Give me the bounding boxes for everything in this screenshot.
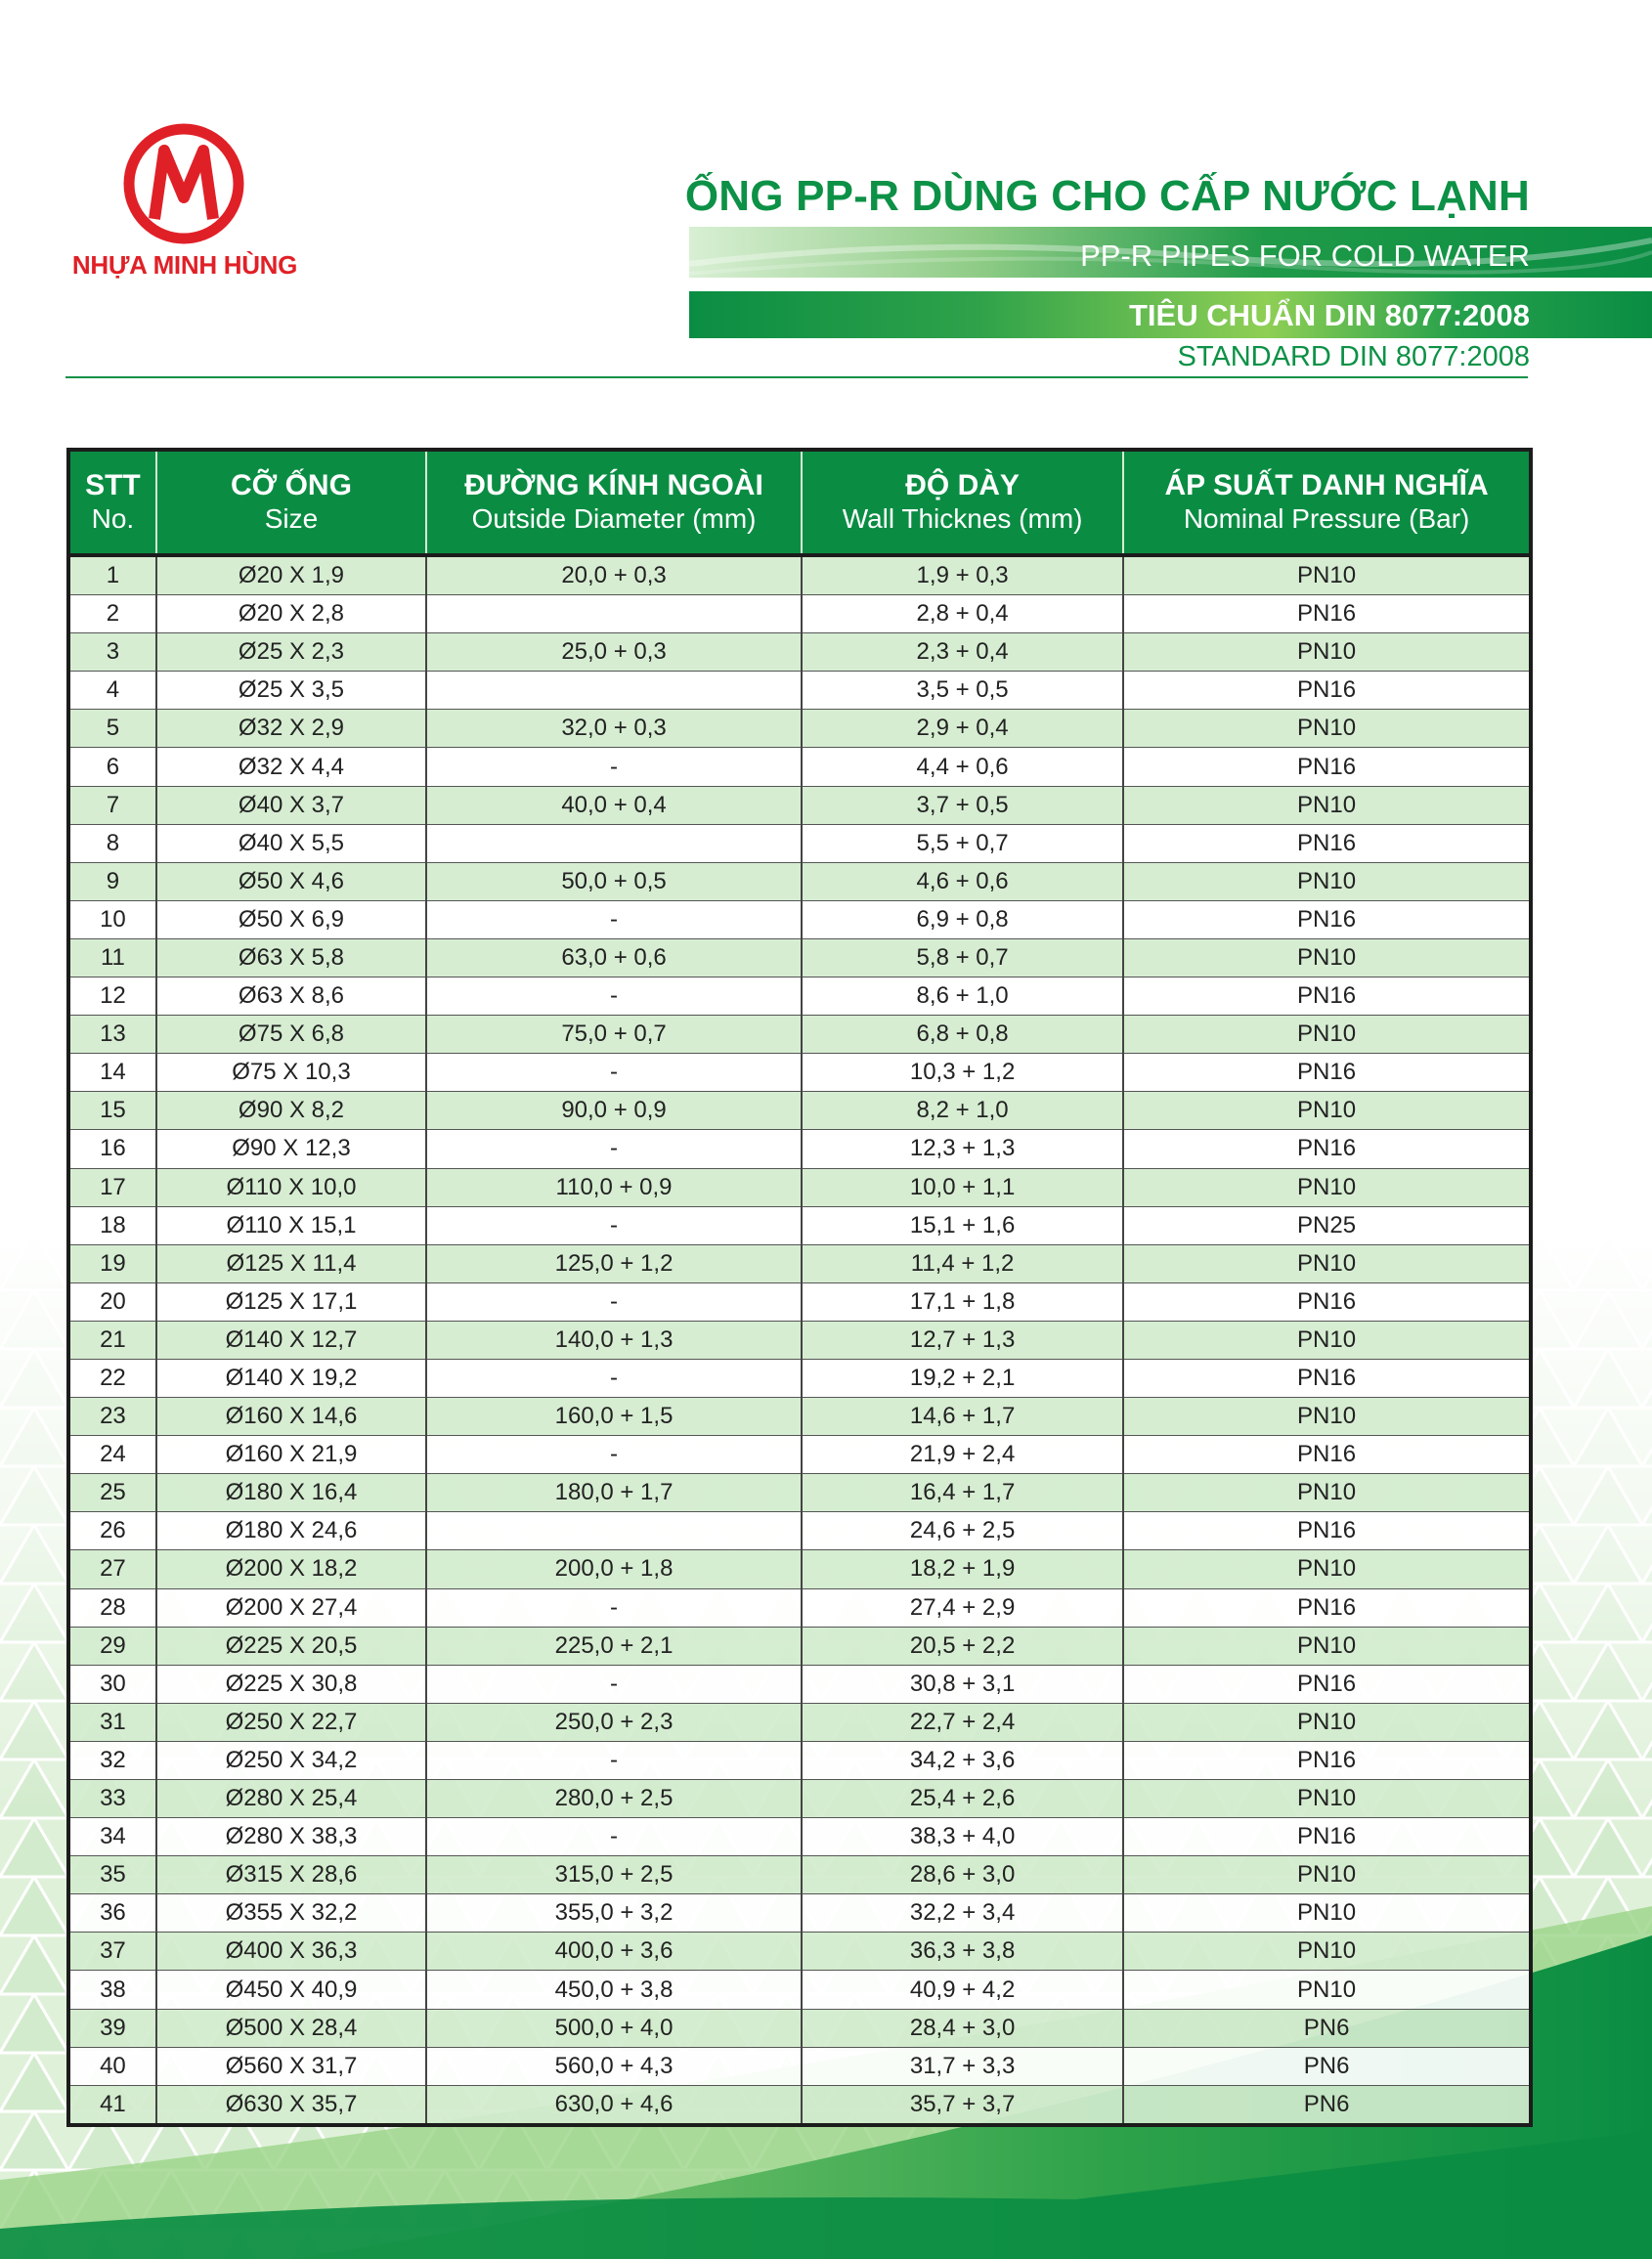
cell-outside-diameter: 500,0 + 4,0 — [426, 2009, 802, 2047]
cell-nominal-pressure: PN16 — [1123, 748, 1531, 786]
cell-wall-thickness: 5,5 + 0,7 — [802, 824, 1123, 862]
cell-size: Ø140 X 12,7 — [156, 1321, 426, 1359]
cell-size: Ø25 X 3,5 — [156, 672, 426, 710]
cell-wall-thickness: 31,7 + 3,3 — [802, 2047, 1123, 2085]
cell-no: 1 — [68, 555, 156, 595]
cell-nominal-pressure: PN10 — [1123, 633, 1531, 672]
table-row — [68, 824, 1531, 862]
cell-wall-thickness: 6,8 + 0,8 — [802, 1016, 1123, 1054]
cell-size: Ø355 X 32,2 — [156, 1894, 426, 1933]
table-row — [68, 555, 1531, 595]
table-header-row — [68, 450, 1531, 555]
cell-size: Ø110 X 10,0 — [156, 1168, 426, 1206]
cell-no: 8 — [68, 824, 156, 862]
column-header-sublabel: Wall Thicknes (mm) — [842, 503, 1083, 534]
cell-wall-thickness: 2,8 + 0,4 — [802, 595, 1123, 633]
table-row — [68, 1359, 1531, 1397]
table-row — [68, 1588, 1531, 1627]
cell-outside-diameter: 125,0 + 1,2 — [426, 1244, 802, 1282]
cell-no: 23 — [68, 1398, 156, 1436]
cell-wall-thickness: 8,6 + 1,0 — [802, 977, 1123, 1016]
cell-nominal-pressure: PN16 — [1123, 1359, 1531, 1397]
cell-wall-thickness: 36,3 + 3,8 — [802, 1933, 1123, 1971]
cell-wall-thickness: 40,9 + 4,2 — [802, 1971, 1123, 2009]
cell-outside-diameter: 20,0 + 0,3 — [426, 555, 802, 595]
cell-outside-diameter: 90,0 + 0,9 — [426, 1092, 802, 1130]
table-row — [68, 1741, 1531, 1779]
cell-wall-thickness: 2,9 + 0,4 — [802, 710, 1123, 748]
cell-nominal-pressure: PN16 — [1123, 1130, 1531, 1168]
table-row — [68, 595, 1531, 633]
cell-wall-thickness: 25,4 + 2,6 — [802, 1780, 1123, 1818]
standard-label-en: STANDARD DIN 8077:2008 — [1177, 341, 1530, 372]
cell-no: 36 — [68, 1894, 156, 1933]
column-header-nominal-pressure — [1123, 450, 1531, 555]
table-row — [68, 1627, 1531, 1665]
cell-no: 28 — [68, 1588, 156, 1627]
table-row — [68, 1933, 1531, 1971]
brand-logo — [63, 121, 307, 287]
cell-wall-thickness: 11,4 + 1,2 — [802, 1244, 1123, 1282]
cell-no: 12 — [68, 977, 156, 1016]
cell-outside-diameter: - — [426, 1436, 802, 1474]
table-row — [68, 1016, 1531, 1054]
cell-no: 9 — [68, 862, 156, 900]
cell-no: 20 — [68, 1282, 156, 1321]
table-row — [68, 1971, 1531, 2009]
cell-size: Ø500 X 28,4 — [156, 2009, 426, 2047]
cell-wall-thickness: 2,3 + 0,4 — [802, 633, 1123, 672]
cell-outside-diameter — [426, 1512, 802, 1550]
cell-outside-diameter: 400,0 + 3,6 — [426, 1933, 802, 1971]
cell-nominal-pressure: PN16 — [1123, 672, 1531, 710]
cell-no: 11 — [68, 938, 156, 977]
cell-outside-diameter: 160,0 + 1,5 — [426, 1398, 802, 1436]
cell-size: Ø75 X 10,3 — [156, 1054, 426, 1092]
cell-wall-thickness: 21,9 + 2,4 — [802, 1436, 1123, 1474]
table-row — [68, 1398, 1531, 1436]
cell-no: 15 — [68, 1092, 156, 1130]
cell-nominal-pressure: PN16 — [1123, 595, 1531, 633]
cell-outside-diameter: 315,0 + 2,5 — [426, 1856, 802, 1894]
cell-wall-thickness: 34,2 + 3,6 — [802, 1741, 1123, 1779]
cell-wall-thickness: 14,6 + 1,7 — [802, 1398, 1123, 1436]
cell-wall-thickness: 16,4 + 1,7 — [802, 1474, 1123, 1512]
column-header-sublabel: Outside Diameter (mm) — [471, 503, 757, 534]
cell-wall-thickness: 4,4 + 0,6 — [802, 748, 1123, 786]
cell-size: Ø140 X 19,2 — [156, 1359, 426, 1397]
cell-size: Ø110 X 15,1 — [156, 1206, 426, 1244]
cell-outside-diameter: 630,0 + 4,6 — [426, 2085, 802, 2125]
cell-outside-diameter: 200,0 + 1,8 — [426, 1550, 802, 1588]
cell-wall-thickness: 27,4 + 2,9 — [802, 1588, 1123, 1627]
table-row — [68, 1436, 1531, 1474]
cell-outside-diameter: - — [426, 1206, 802, 1244]
cell-nominal-pressure: PN16 — [1123, 824, 1531, 862]
column-header-label: ĐƯỜNG KÍNH NGOÀI — [464, 469, 763, 501]
cell-size: Ø400 X 36,3 — [156, 1933, 426, 1971]
cell-outside-diameter: 250,0 + 2,3 — [426, 1703, 802, 1741]
cell-nominal-pressure: PN10 — [1123, 1244, 1531, 1282]
table-row — [68, 1512, 1531, 1550]
cell-size: Ø90 X 8,2 — [156, 1092, 426, 1130]
cell-no: 5 — [68, 710, 156, 748]
cell-nominal-pressure: PN16 — [1123, 1436, 1531, 1474]
cell-outside-diameter — [426, 595, 802, 633]
cell-size: Ø20 X 2,8 — [156, 595, 426, 633]
cell-outside-diameter: 180,0 + 1,7 — [426, 1474, 802, 1512]
cell-wall-thickness: 19,2 + 2,1 — [802, 1359, 1123, 1397]
cell-outside-diameter: - — [426, 1282, 802, 1321]
cell-outside-diameter: 25,0 + 0,3 — [426, 633, 802, 672]
cell-nominal-pressure: PN16 — [1123, 900, 1531, 938]
column-header-label: ĐỘ DÀY — [905, 469, 1020, 501]
cell-size: Ø180 X 24,6 — [156, 1512, 426, 1550]
table-row — [68, 1054, 1531, 1092]
cell-size: Ø250 X 22,7 — [156, 1703, 426, 1741]
cell-wall-thickness: 3,7 + 0,5 — [802, 786, 1123, 824]
column-header-sublabel: Size — [264, 503, 319, 534]
cell-size: Ø180 X 16,4 — [156, 1474, 426, 1512]
cell-outside-diameter: - — [426, 1588, 802, 1627]
column-header-label: STT — [85, 469, 141, 501]
standard-label-vn: TIÊU CHUẨN DIN 8077:2008 — [1128, 298, 1530, 332]
cell-size: Ø200 X 18,2 — [156, 1550, 426, 1588]
table-row — [68, 1474, 1531, 1512]
cell-nominal-pressure: PN16 — [1123, 1741, 1531, 1779]
cell-no: 37 — [68, 1933, 156, 1971]
cell-wall-thickness: 8,2 + 1,0 — [802, 1092, 1123, 1130]
cell-size: Ø90 X 12,3 — [156, 1130, 426, 1168]
table-row — [68, 1244, 1531, 1282]
column-header-sublabel: Nominal Pressure (Bar) — [1183, 503, 1470, 534]
cell-no: 14 — [68, 1054, 156, 1092]
cell-no: 10 — [68, 900, 156, 938]
table-row — [68, 1894, 1531, 1933]
cell-wall-thickness: 10,0 + 1,1 — [802, 1168, 1123, 1206]
cell-wall-thickness: 17,1 + 1,8 — [802, 1282, 1123, 1321]
pipe-spec-table — [66, 448, 1533, 2127]
table-row — [68, 1130, 1531, 1168]
cell-outside-diameter: 40,0 + 0,4 — [426, 786, 802, 824]
cell-size: Ø50 X 4,6 — [156, 862, 426, 900]
table-row — [68, 1780, 1531, 1818]
table-row — [68, 1282, 1531, 1321]
cell-nominal-pressure: PN6 — [1123, 2047, 1531, 2085]
cell-wall-thickness: 12,3 + 1,3 — [802, 1130, 1123, 1168]
cell-outside-diameter: 75,0 + 0,7 — [426, 1016, 802, 1054]
cell-nominal-pressure: PN10 — [1123, 1971, 1531, 2009]
cell-wall-thickness: 24,6 + 2,5 — [802, 1512, 1123, 1550]
cell-size: Ø200 X 27,4 — [156, 1588, 426, 1627]
table-row — [68, 900, 1531, 938]
cell-wall-thickness: 18,2 + 1,9 — [802, 1550, 1123, 1588]
cell-size: Ø63 X 8,6 — [156, 977, 426, 1016]
cell-nominal-pressure: PN10 — [1123, 1550, 1531, 1588]
cell-no: 2 — [68, 595, 156, 633]
cell-size: Ø63 X 5,8 — [156, 938, 426, 977]
table-row — [68, 1168, 1531, 1206]
cell-no: 6 — [68, 748, 156, 786]
cell-outside-diameter: - — [426, 1818, 802, 1856]
table-row — [68, 1206, 1531, 1244]
cell-size: Ø280 X 25,4 — [156, 1780, 426, 1818]
cell-size: Ø40 X 5,5 — [156, 824, 426, 862]
cell-size: Ø450 X 40,9 — [156, 1971, 426, 2009]
minh-hung-logo-icon — [121, 121, 246, 246]
cell-nominal-pressure: PN16 — [1123, 977, 1531, 1016]
cell-no: 41 — [68, 2085, 156, 2125]
table-row — [68, 786, 1531, 824]
cell-size: Ø225 X 30,8 — [156, 1665, 426, 1703]
cell-outside-diameter: 355,0 + 3,2 — [426, 1894, 802, 1933]
cell-no: 22 — [68, 1359, 156, 1397]
cell-outside-diameter: - — [426, 977, 802, 1016]
table-row — [68, 1856, 1531, 1894]
cell-no: 4 — [68, 672, 156, 710]
cell-wall-thickness: 4,6 + 0,6 — [802, 862, 1123, 900]
cell-size: Ø20 X 1,9 — [156, 555, 426, 595]
cell-nominal-pressure: PN6 — [1123, 2009, 1531, 2047]
cell-no: 33 — [68, 1780, 156, 1818]
table-row — [68, 1092, 1531, 1130]
table-row — [68, 1321, 1531, 1359]
table-row — [68, 977, 1531, 1016]
cell-size: Ø32 X 2,9 — [156, 710, 426, 748]
cell-wall-thickness: 28,6 + 3,0 — [802, 1856, 1123, 1894]
cell-wall-thickness: 5,8 + 0,7 — [802, 938, 1123, 977]
cell-nominal-pressure: PN10 — [1123, 1092, 1531, 1130]
cell-no: 40 — [68, 2047, 156, 2085]
cell-no: 19 — [68, 1244, 156, 1282]
table-row — [68, 862, 1531, 900]
cell-nominal-pressure: PN10 — [1123, 1933, 1531, 1971]
cell-nominal-pressure: PN10 — [1123, 1168, 1531, 1206]
cell-nominal-pressure: PN10 — [1123, 710, 1531, 748]
table-row — [68, 633, 1531, 672]
cell-size: Ø25 X 2,3 — [156, 633, 426, 672]
cell-nominal-pressure: PN10 — [1123, 938, 1531, 977]
cell-wall-thickness: 30,8 + 3,1 — [802, 1665, 1123, 1703]
table-row — [68, 1703, 1531, 1741]
column-header-label: ÁP SUẤT DANH NGHĨA — [1164, 469, 1489, 501]
cell-size: Ø250 X 34,2 — [156, 1741, 426, 1779]
cell-nominal-pressure: PN10 — [1123, 1703, 1531, 1741]
cell-nominal-pressure: PN16 — [1123, 1054, 1531, 1092]
cell-no: 17 — [68, 1168, 156, 1206]
cell-outside-diameter: 450,0 + 3,8 — [426, 1971, 802, 2009]
cell-nominal-pressure: PN10 — [1123, 1856, 1531, 1894]
cell-no: 18 — [68, 1206, 156, 1244]
cell-no: 29 — [68, 1627, 156, 1665]
cell-no: 32 — [68, 1741, 156, 1779]
cell-nominal-pressure: PN10 — [1123, 786, 1531, 824]
cell-nominal-pressure: PN10 — [1123, 1780, 1531, 1818]
column-header-outside-diameter — [426, 450, 802, 555]
cell-no: 7 — [68, 786, 156, 824]
cell-wall-thickness: 28,4 + 3,0 — [802, 2009, 1123, 2047]
cell-nominal-pressure: PN10 — [1123, 1321, 1531, 1359]
cell-wall-thickness: 6,9 + 0,8 — [802, 900, 1123, 938]
cell-outside-diameter: 32,0 + 0,3 — [426, 710, 802, 748]
page-title: ỐNG PP-R DÙNG CHO CẤP NƯỚC LẠNH — [684, 172, 1530, 220]
cell-size: Ø315 X 28,6 — [156, 1856, 426, 1894]
column-header-wall-thickness — [802, 450, 1123, 555]
cell-no: 16 — [68, 1130, 156, 1168]
page-subtitle: PP-R PIPES FOR COLD WATER — [1080, 239, 1530, 273]
cell-outside-diameter: - — [426, 1359, 802, 1397]
cell-nominal-pressure: PN10 — [1123, 1398, 1531, 1436]
cell-wall-thickness: 35,7 + 3,7 — [802, 2085, 1123, 2125]
cell-outside-diameter: 225,0 + 2,1 — [426, 1627, 802, 1665]
cell-size: Ø75 X 6,8 — [156, 1016, 426, 1054]
cell-no: 31 — [68, 1703, 156, 1741]
cell-size: Ø630 X 35,7 — [156, 2085, 426, 2125]
cell-outside-diameter: 63,0 + 0,6 — [426, 938, 802, 977]
cell-outside-diameter: - — [426, 1665, 802, 1703]
table-row — [68, 710, 1531, 748]
cell-nominal-pressure: PN10 — [1123, 1474, 1531, 1512]
cell-outside-diameter: - — [426, 748, 802, 786]
cell-no: 35 — [68, 1856, 156, 1894]
cell-no: 24 — [68, 1436, 156, 1474]
cell-size: Ø50 X 6,9 — [156, 900, 426, 938]
table-row — [68, 748, 1531, 786]
cell-nominal-pressure: PN25 — [1123, 1206, 1531, 1244]
cell-outside-diameter: - — [426, 1741, 802, 1779]
cell-nominal-pressure: PN10 — [1123, 555, 1531, 595]
table-row — [68, 2047, 1531, 2085]
cell-outside-diameter: 280,0 + 2,5 — [426, 1780, 802, 1818]
cell-size: Ø160 X 14,6 — [156, 1398, 426, 1436]
table-row — [68, 2085, 1531, 2125]
cell-no: 38 — [68, 1971, 156, 2009]
cell-no: 25 — [68, 1474, 156, 1512]
cell-outside-diameter: 560,0 + 4,3 — [426, 2047, 802, 2085]
cell-no: 27 — [68, 1550, 156, 1588]
cell-wall-thickness: 3,5 + 0,5 — [802, 672, 1123, 710]
column-header-label: CỠ ỐNG — [231, 469, 352, 501]
cell-size: Ø32 X 4,4 — [156, 748, 426, 786]
cell-nominal-pressure: PN16 — [1123, 1818, 1531, 1856]
cell-nominal-pressure: PN10 — [1123, 1627, 1531, 1665]
cell-wall-thickness: 1,9 + 0,3 — [802, 555, 1123, 595]
column-header-sublabel: No. — [91, 503, 135, 534]
cell-no: 30 — [68, 1665, 156, 1703]
cell-outside-diameter: 50,0 + 0,5 — [426, 862, 802, 900]
cell-size: Ø160 X 21,9 — [156, 1436, 426, 1474]
cell-no: 13 — [68, 1016, 156, 1054]
cell-size: Ø560 X 31,7 — [156, 2047, 426, 2085]
table-row — [68, 1818, 1531, 1856]
cell-size: Ø40 X 3,7 — [156, 786, 426, 824]
cell-wall-thickness: 20,5 + 2,2 — [802, 1627, 1123, 1665]
cell-no: 34 — [68, 1818, 156, 1856]
cell-no: 26 — [68, 1512, 156, 1550]
cell-outside-diameter — [426, 824, 802, 862]
table-row — [68, 938, 1531, 977]
cell-no: 39 — [68, 2009, 156, 2047]
cell-outside-diameter: - — [426, 900, 802, 938]
table-row — [68, 672, 1531, 710]
brand-name: NHỰA MINH HÙNG — [71, 250, 298, 280]
cell-no: 3 — [68, 633, 156, 672]
table-row — [68, 1550, 1531, 1588]
cell-no: 21 — [68, 1321, 156, 1359]
cell-outside-diameter: 140,0 + 1,3 — [426, 1321, 802, 1359]
cell-wall-thickness: 38,3 + 4,0 — [802, 1818, 1123, 1856]
cell-outside-diameter: 110,0 + 0,9 — [426, 1168, 802, 1206]
cell-nominal-pressure: PN10 — [1123, 1894, 1531, 1933]
cell-size: Ø125 X 17,1 — [156, 1282, 426, 1321]
cell-nominal-pressure: PN16 — [1123, 1665, 1531, 1703]
table-body — [68, 555, 1531, 2125]
cell-wall-thickness: 15,1 + 1,6 — [802, 1206, 1123, 1244]
table-row — [68, 1665, 1531, 1703]
cell-nominal-pressure: PN16 — [1123, 1588, 1531, 1627]
cell-nominal-pressure: PN6 — [1123, 2085, 1531, 2125]
cell-nominal-pressure: PN10 — [1123, 862, 1531, 900]
cell-wall-thickness: 10,3 + 1,2 — [802, 1054, 1123, 1092]
cell-outside-diameter: - — [426, 1054, 802, 1092]
cell-nominal-pressure: PN16 — [1123, 1512, 1531, 1550]
column-header-size — [156, 450, 426, 555]
cell-outside-diameter — [426, 672, 802, 710]
cell-size: Ø280 X 38,3 — [156, 1818, 426, 1856]
header-divider — [65, 376, 1528, 378]
column-header-no — [68, 450, 156, 555]
cell-nominal-pressure: PN16 — [1123, 1282, 1531, 1321]
cell-size: Ø225 X 20,5 — [156, 1627, 426, 1665]
cell-nominal-pressure: PN10 — [1123, 1016, 1531, 1054]
cell-outside-diameter: - — [426, 1130, 802, 1168]
cell-wall-thickness: 22,7 + 2,4 — [802, 1703, 1123, 1741]
cell-wall-thickness: 12,7 + 1,3 — [802, 1321, 1123, 1359]
cell-size: Ø125 X 11,4 — [156, 1244, 426, 1282]
table-row — [68, 2009, 1531, 2047]
cell-wall-thickness: 32,2 + 3,4 — [802, 1894, 1123, 1933]
